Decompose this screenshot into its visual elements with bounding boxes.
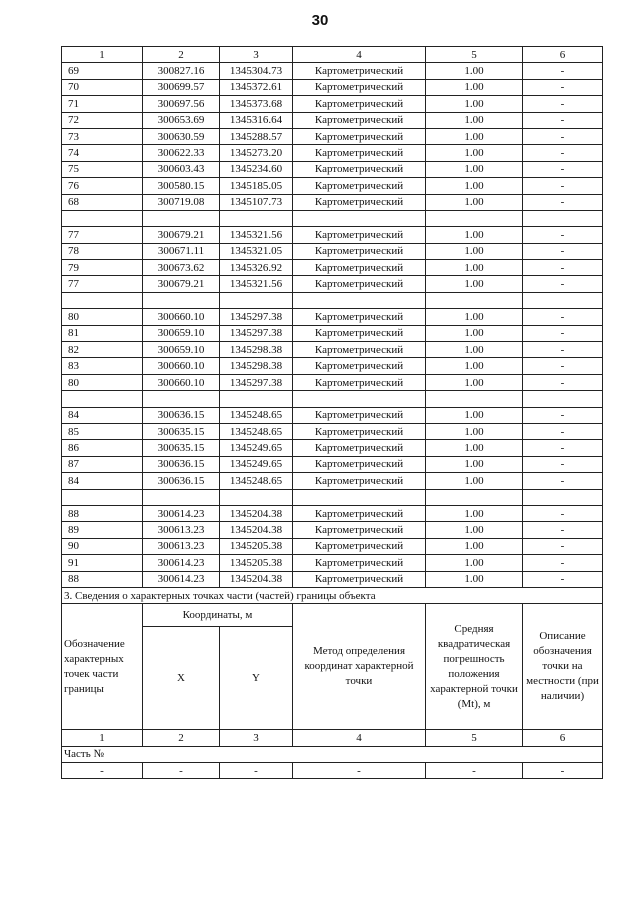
separator-row [62,391,603,407]
table-cell: - [523,161,603,177]
table-cell: Картометрический [293,260,426,276]
table-row [62,161,603,177]
blank-cell [143,292,220,308]
table-cell: 300635.15 [143,440,220,456]
table-cell: 72 [62,112,143,128]
table-cell: 1345304.73 [220,63,293,79]
table-cell: 1.00 [426,358,523,374]
table-cell: 1345298.38 [220,358,293,374]
table-cell: 1345107.73 [220,194,293,210]
table-cell: 1.00 [426,505,523,521]
part-label: Часть № [62,746,603,762]
section-title-row [62,587,603,603]
table-cell: 1345373.68 [220,96,293,112]
table-row [62,522,603,538]
table-cell: Картометрический [293,342,426,358]
table-cell: 84 [62,407,143,423]
table-cell: - [523,178,603,194]
table-cell: Картометрический [293,79,426,95]
table-cell: 300719.08 [143,194,220,210]
table-row [62,538,603,554]
header-method: Метод определения координат характерной точки [293,604,426,730]
table-cell: 81 [62,325,143,341]
table-cell: 300614.23 [143,571,220,587]
table-cell: - [62,763,143,779]
table-cell: 1345204.38 [220,505,293,521]
table-cell: 90 [62,538,143,554]
table-cell: 1345297.38 [220,309,293,325]
header-designation: Обозначение характерных точек части границы [62,604,143,730]
table-cell: 300613.23 [143,538,220,554]
col-number: 2 [143,47,220,63]
table-row [62,374,603,390]
table-cell: 71 [62,96,143,112]
table-cell: Картометрический [293,112,426,128]
table-cell: - [523,96,603,112]
table-row [62,571,603,587]
table-cell: 1345316.64 [220,112,293,128]
table-cell: 88 [62,505,143,521]
table-cell: 300660.10 [143,358,220,374]
blank-cell [143,210,220,226]
table-cell: Картометрический [293,358,426,374]
table-cell: Картометрический [293,407,426,423]
blank-cell [220,489,293,505]
table-cell: 1.00 [426,128,523,144]
table-cell: - [523,243,603,259]
table-cell: 300671.11 [143,243,220,259]
table-cell: 80 [62,374,143,390]
table-row [62,128,603,144]
table-cell: 1345273.20 [220,145,293,161]
table-cell: 1.00 [426,407,523,423]
table-cell: Картометрический [293,309,426,325]
table-row [62,325,603,341]
table-row [62,456,603,472]
table-cell: Картометрический [293,325,426,341]
table-cell: 89 [62,522,143,538]
table-cell: 1.00 [426,194,523,210]
table-cell: 300660.10 [143,374,220,390]
table-cell: 1345372.61 [220,79,293,95]
blank-cell [62,292,143,308]
table-cell: - [523,112,603,128]
table-cell: 1.00 [426,79,523,95]
table-cell: 73 [62,128,143,144]
table-cell: 1.00 [426,440,523,456]
header-description: Описание обозначения точки на местности (при наличии) [523,604,603,730]
table-cell: 1345204.38 [220,522,293,538]
table-cell: - [523,571,603,587]
table-cell: - [523,358,603,374]
table-cell: 300622.33 [143,145,220,161]
table-cell: Картометрический [293,194,426,210]
table-cell: Картометрический [293,440,426,456]
table-cell: 300697.56 [143,96,220,112]
table-cell: 1.00 [426,374,523,390]
table-cell: Картометрический [293,63,426,79]
table-cell: 83 [62,358,143,374]
separator-row [62,292,603,308]
blank-cell [426,489,523,505]
table-cell: - [523,456,603,472]
table-cell: 1.00 [426,522,523,538]
page-number: 30 [311,12,329,29]
table-cell: 1345298.38 [220,342,293,358]
blank-cell [523,489,603,505]
blank-cell [293,292,426,308]
table-cell: 82 [62,342,143,358]
table-cell: 300636.15 [143,456,220,472]
table-cell: 1345321.56 [220,276,293,292]
table-cell: - [523,79,603,95]
table-row [62,358,603,374]
blank-cell [426,210,523,226]
table-cell: 1345297.38 [220,374,293,390]
table-cell: 1345288.57 [220,128,293,144]
table-cell: Картометрический [293,538,426,554]
table-cell: 77 [62,227,143,243]
table-cell: 1.00 [426,161,523,177]
blank-cell [220,391,293,407]
col-number: 3 [220,730,293,746]
table-cell: 300653.69 [143,112,220,128]
table-cell: - [143,763,220,779]
table-cell: - [523,763,603,779]
col-number: 2 [143,730,220,746]
table-cell: Картометрический [293,243,426,259]
table-cell: - [523,440,603,456]
table-cell: 300679.21 [143,276,220,292]
table-cell: 300679.21 [143,227,220,243]
header-y: Y [220,627,293,730]
table-cell: 1345297.38 [220,325,293,341]
table-cell: 1345321.56 [220,227,293,243]
col-number: 6 [523,47,603,63]
empty-part-row [62,763,603,779]
blank-cell [143,489,220,505]
coordinates-table [61,46,603,779]
table-cell: 1345234.60 [220,161,293,177]
table-cell: - [523,505,603,521]
table-cell: - [523,276,603,292]
blank-cell [62,210,143,226]
blank-cell [523,391,603,407]
table-cell: Картометрический [293,128,426,144]
table-cell: 300699.57 [143,79,220,95]
table-cell: 300636.15 [143,473,220,489]
table-cell: 300635.15 [143,423,220,439]
table-row [62,63,603,79]
table-cell: 1.00 [426,538,523,554]
table-cell: - [523,342,603,358]
table-row [62,243,603,259]
table-cell: Картометрический [293,423,426,439]
table-cell: 69 [62,63,143,79]
table-cell: - [523,145,603,161]
table-cell: 80 [62,309,143,325]
col-number: 1 [62,730,143,746]
table-cell: 300660.10 [143,309,220,325]
table-cell: - [523,538,603,554]
header-x: X [143,627,220,730]
table-cell: 1.00 [426,325,523,341]
table-cell: 1.00 [426,456,523,472]
table-cell: 300659.10 [143,342,220,358]
column-number-row [62,47,603,63]
table-row [62,407,603,423]
table-cell: Картометрический [293,227,426,243]
table-cell: 85 [62,423,143,439]
table-cell: 84 [62,473,143,489]
table-cell: 1345205.38 [220,538,293,554]
table-cell: 1345248.65 [220,473,293,489]
table-cell: 300613.23 [143,522,220,538]
table-cell: Картометрический [293,571,426,587]
table-cell: Картометрический [293,145,426,161]
table-cell: - [523,555,603,571]
table-cell: 70 [62,79,143,95]
table-cell: 1345326.92 [220,260,293,276]
table-cell: 1345248.65 [220,423,293,439]
table-cell: 86 [62,440,143,456]
table-cell: 75 [62,161,143,177]
blank-cell [293,210,426,226]
blank-cell [220,292,293,308]
table-cell: 1.00 [426,178,523,194]
table-cell: - [523,522,603,538]
table-cell: 1.00 [426,276,523,292]
table-row [62,309,603,325]
table-cell: - [523,227,603,243]
table-cell: - [523,309,603,325]
blank-cell [143,391,220,407]
table-cell: 1345204.38 [220,571,293,587]
table-cell: 1.00 [426,63,523,79]
col-number: 4 [293,47,426,63]
table-cell: 1.00 [426,555,523,571]
table-cell: Картометрический [293,96,426,112]
blank-cell [62,489,143,505]
table-cell: Картометрический [293,555,426,571]
blank-cell [426,391,523,407]
blank-cell [62,391,143,407]
blank-cell [523,210,603,226]
table-cell: 79 [62,260,143,276]
table-row [62,276,603,292]
table-cell: Картометрический [293,276,426,292]
table-cell: 1.00 [426,243,523,259]
table-cell: 300827.16 [143,63,220,79]
table-cell: Картометрический [293,456,426,472]
table-row [62,178,603,194]
table-cell: 300603.43 [143,161,220,177]
table-row [62,227,603,243]
table-cell: 1345248.65 [220,407,293,423]
table-cell: 300614.23 [143,555,220,571]
table-cell: Картометрический [293,473,426,489]
table-cell: 91 [62,555,143,571]
separator-row [62,489,603,505]
table-cell: 300673.62 [143,260,220,276]
table-cell: 1.00 [426,473,523,489]
table-cell: 300636.15 [143,407,220,423]
header-coordinates: Координаты, м [143,604,293,627]
table-cell: 1345249.65 [220,456,293,472]
table-cell: 300659.10 [143,325,220,341]
table-cell: 77 [62,276,143,292]
table-row [62,555,603,571]
table-row [62,342,603,358]
table-cell: 1.00 [426,571,523,587]
table-cell: Картометрический [293,522,426,538]
table-cell: - [293,763,426,779]
table-cell: - [220,763,293,779]
table-cell: 1345321.05 [220,243,293,259]
table-cell: 1.00 [426,260,523,276]
table-cell: 1.00 [426,145,523,161]
col-number: 5 [426,47,523,63]
table-cell: 1345249.65 [220,440,293,456]
table-cell: 1.00 [426,423,523,439]
blank-cell [293,391,426,407]
table-row [62,79,603,95]
section-column-number-row [62,730,603,746]
table-cell: Картометрический [293,505,426,521]
table-row [62,194,603,210]
table-cell: - [523,423,603,439]
table-cell: 1.00 [426,96,523,112]
table-cell: 1345205.38 [220,555,293,571]
table-cell: - [523,260,603,276]
col-number: 1 [62,47,143,63]
table-row [62,473,603,489]
table-cell: 1.00 [426,342,523,358]
table-cell: 1345185.05 [220,178,293,194]
table-row [62,260,603,276]
table-cell: 78 [62,243,143,259]
table-cell: Картометрический [293,178,426,194]
table-cell: 74 [62,145,143,161]
table-row [62,505,603,521]
table-row [62,440,603,456]
blank-cell [523,292,603,308]
table-cell: 87 [62,456,143,472]
part-row [62,746,603,762]
table-row [62,145,603,161]
table-cell: 300630.59 [143,128,220,144]
table-cell: 88 [62,571,143,587]
table-cell: Картометрический [293,374,426,390]
header-error: Средняя квадратическая погрешность положения характерной точки (Mt), м [426,604,523,730]
table-cell: - [523,473,603,489]
table-cell: 76 [62,178,143,194]
table-cell: 1.00 [426,227,523,243]
col-number: 5 [426,730,523,746]
table-row [62,96,603,112]
table-row [62,112,603,128]
blank-cell [220,210,293,226]
table-cell: 1.00 [426,309,523,325]
blank-cell [426,292,523,308]
separator-row [62,210,603,226]
table-cell: - [523,374,603,390]
table-cell: 1.00 [426,112,523,128]
col-number: 6 [523,730,603,746]
col-number: 3 [220,47,293,63]
section-header-row [62,604,603,627]
table-row [62,423,603,439]
table-cell: - [523,128,603,144]
table-cell: - [523,407,603,423]
col-number: 4 [293,730,426,746]
table-cell: 300614.23 [143,505,220,521]
table-cell: 68 [62,194,143,210]
table-cell: - [523,194,603,210]
blank-cell [293,489,426,505]
table-cell: - [426,763,523,779]
table-cell: - [523,325,603,341]
section-title: 3. Сведения о характерных точках части (частей) границы объекта [62,587,603,603]
table-cell: Картометрический [293,161,426,177]
table-cell: 300580.15 [143,178,220,194]
table-cell: - [523,63,603,79]
